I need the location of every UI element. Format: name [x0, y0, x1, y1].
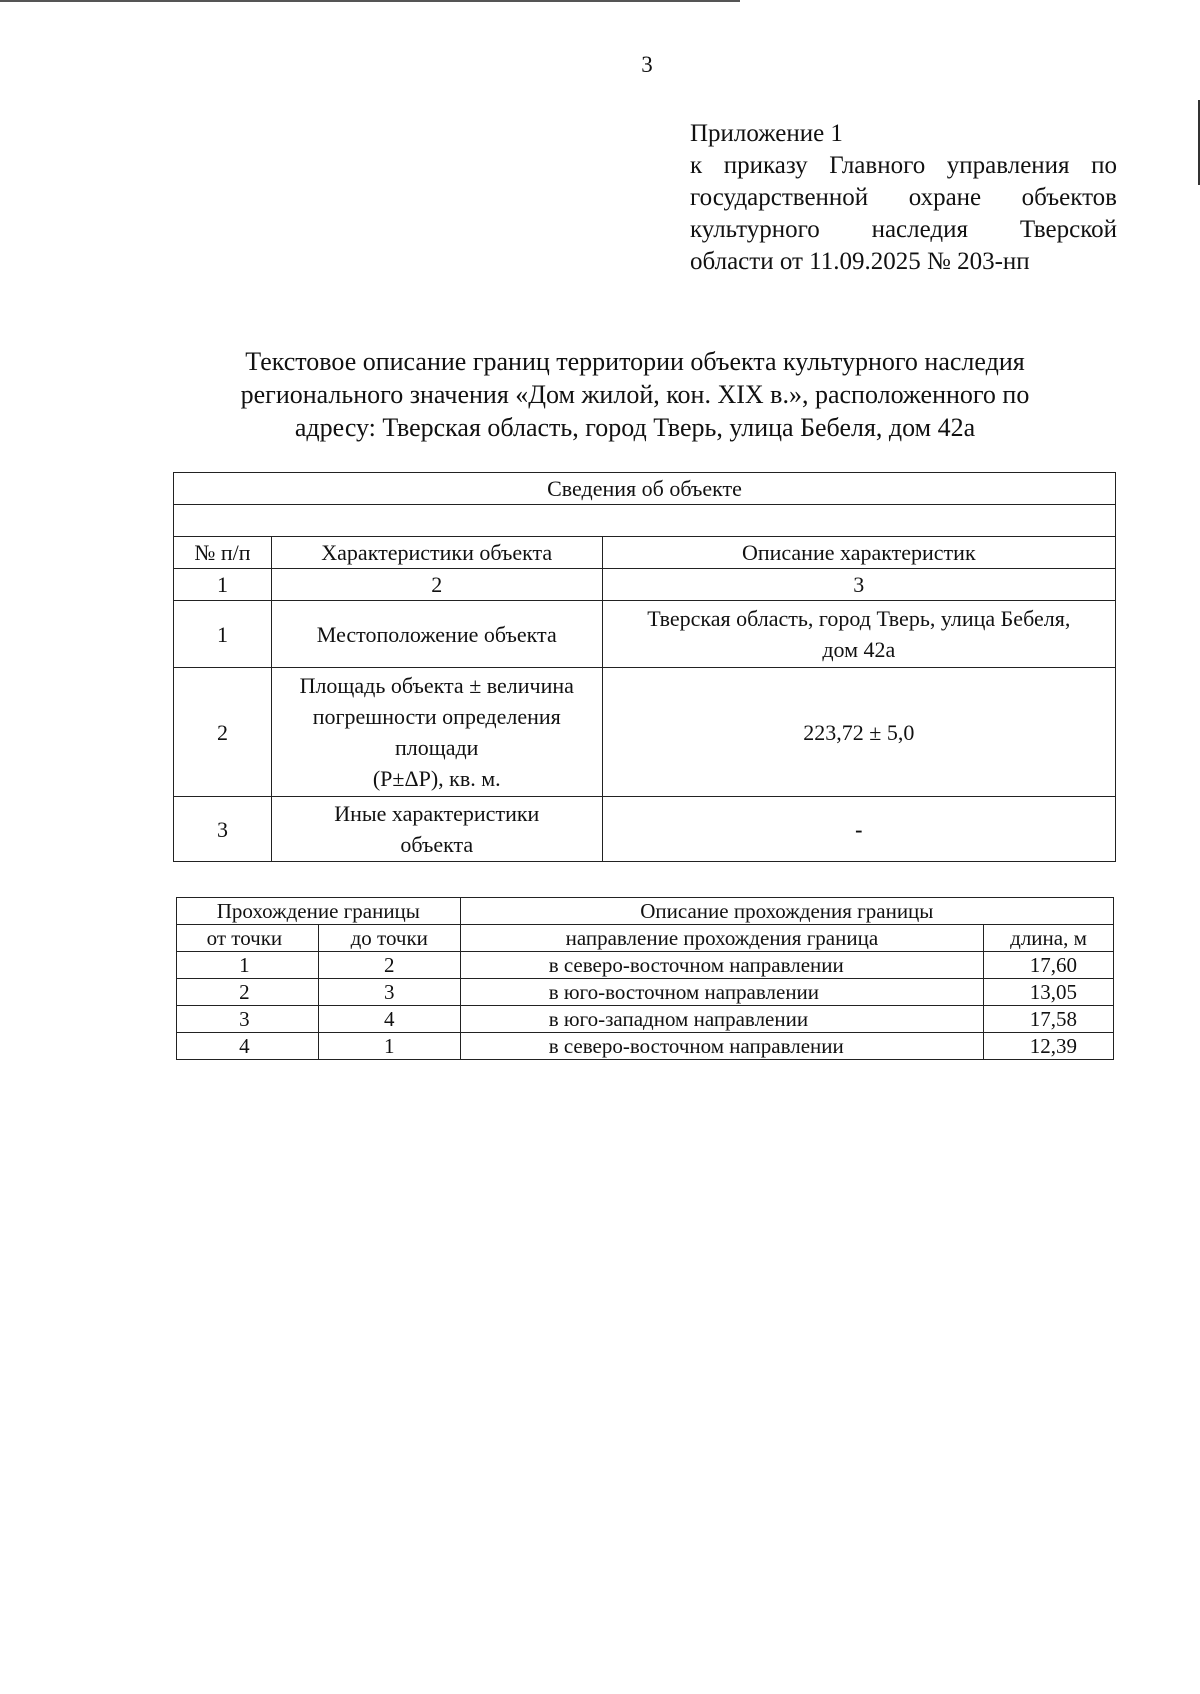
appendix-line: к приказу Главного управления по: [690, 152, 1117, 179]
table-row: [177, 1033, 1114, 1060]
direction: в северо-восточном направлении: [460, 1033, 983, 1060]
characteristic-line: Иные характеристики: [334, 801, 540, 826]
table-heading: Сведения об объекте: [174, 473, 1116, 505]
characteristic-line: объекта: [400, 832, 474, 857]
characteristic-line: Площадь объекта ± величина: [299, 673, 574, 698]
length-header: длина, м: [984, 925, 1114, 952]
direction-header: направление прохождения граница: [460, 925, 983, 952]
from-point: 4: [177, 1033, 319, 1060]
header-cell: Характеристики объекта: [271, 537, 602, 569]
passage-header: Прохождение границы: [177, 898, 461, 925]
table-numbering-row: [174, 569, 1116, 601]
numbering-cell: 1: [174, 569, 272, 601]
table-heading-row: [174, 473, 1116, 505]
title-line: Текстовое описание границ территории объекта культурного наследия: [245, 347, 1025, 376]
from-point: 1: [177, 952, 319, 979]
description-cell: [602, 668, 1115, 797]
boundary-header-row: [177, 898, 1114, 925]
title-line: регионального значения «Дом жилой, кон. XIX в.», расположенного по: [240, 380, 1030, 409]
description-line: дом 42а: [822, 637, 896, 662]
table-row: [177, 979, 1114, 1006]
appendix-line: области от 11.09.2025 № 203-нп: [690, 248, 1030, 275]
boundary-subheader-row: [177, 925, 1114, 952]
description-cell: [602, 601, 1115, 668]
boundary-table: [176, 897, 1114, 1060]
header-cell: Описание характеристик: [602, 537, 1115, 569]
description-line: Тверская область, город Тверь, улица Бебеля,: [647, 606, 1071, 631]
to-point: 4: [318, 1006, 460, 1033]
table-row: [174, 601, 1116, 668]
table-row: [174, 668, 1116, 797]
table-row: [177, 952, 1114, 979]
appendix-line: Приложение 1: [690, 120, 843, 147]
characteristic-line: Местоположение объекта: [316, 621, 557, 647]
appendix-header: [690, 118, 1117, 278]
from-point-header: от точки: [177, 925, 319, 952]
numbering-cell: 2: [271, 569, 602, 601]
area-value: 223,72 ± 5,0: [803, 719, 915, 745]
to-point: 3: [318, 979, 460, 1006]
characteristic-line: площади: [395, 735, 479, 760]
characteristic-cell: [271, 601, 602, 668]
row-number: 2: [174, 668, 272, 797]
from-point: 2: [177, 979, 319, 1006]
characteristic-line: (P±ΔP), кв. м.: [372, 766, 501, 791]
page-number: 3: [641, 52, 653, 77]
appendix-line: культурного наследия Тверской: [690, 216, 1117, 243]
description-line: -: [855, 816, 863, 842]
characteristic-cell: [271, 797, 602, 862]
table-row: [177, 1006, 1114, 1033]
length: 13,05: [984, 979, 1114, 1006]
description-header: Описание прохождения границы: [460, 898, 1113, 925]
title-line: адресу: Тверская область, город Тверь, улица Бебеля, дом 42а: [294, 413, 976, 442]
characteristic-line: погрешности определения: [312, 704, 561, 729]
table-row: [174, 797, 1116, 862]
appendix-line: государственной охране объектов: [690, 184, 1117, 211]
description-cell: [602, 797, 1115, 862]
document-title: [190, 345, 1080, 444]
length: 17,60: [984, 952, 1114, 979]
table-empty-row: [174, 505, 1116, 537]
direction: в северо-восточном направлении: [460, 952, 983, 979]
table-header-row: [174, 537, 1116, 569]
to-point-header: до точки: [318, 925, 460, 952]
empty-cell: [174, 505, 1116, 537]
numbering-cell: 3: [602, 569, 1115, 601]
row-number: 3: [174, 797, 272, 862]
row-number: 1: [174, 601, 272, 668]
header-cell: № п/п: [174, 537, 272, 569]
length: 12,39: [984, 1033, 1114, 1060]
direction: в юго-западном направлении: [460, 1006, 983, 1033]
length: 17,58: [984, 1006, 1114, 1033]
to-point: 2: [318, 952, 460, 979]
scan-top-edge: [0, 0, 740, 2]
object-info-table: [173, 472, 1116, 862]
from-point: 3: [177, 1006, 319, 1033]
characteristic-cell: [271, 668, 602, 797]
direction: в юго-восточном направлении: [460, 979, 983, 1006]
to-point: 1: [318, 1033, 460, 1060]
